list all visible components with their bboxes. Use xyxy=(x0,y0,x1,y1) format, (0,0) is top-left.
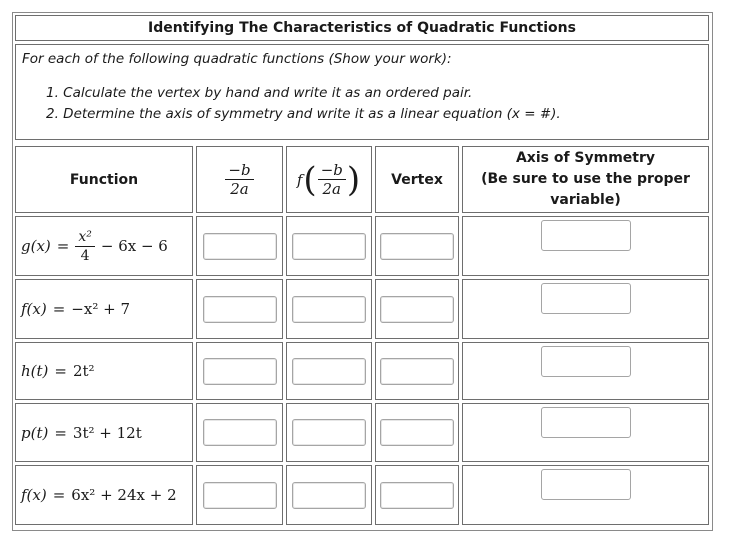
vertex-cell-row-5 xyxy=(375,465,459,525)
axis-cell-row-5 xyxy=(462,465,709,525)
instructions-box xyxy=(15,44,709,140)
vertex-input-row-1[interactable] xyxy=(380,233,454,260)
neg-b-over-2a-cell-row-1 xyxy=(196,216,283,276)
function-row-5: f(x) = 6x² + 24x + 2 xyxy=(15,465,193,525)
instructions-intro: For each of the following quadratic functions (Show your work): xyxy=(22,51,452,67)
function-row-2: f(x) = −x² + 7 xyxy=(15,279,193,339)
header-f-of-neg-b-over-2a: f ( $\frac{-b}{2a}$ ) xyxy=(286,146,372,213)
header-neg-b-over-2a: $\frac{-b}{2a}$ xyxy=(196,146,283,213)
f-value-input-row-5[interactable] xyxy=(292,482,366,509)
neg-b-over-2a-input-row-2[interactable] xyxy=(203,296,277,323)
vertex-cell-row-4 xyxy=(375,403,459,462)
f-value-input-row-4[interactable] xyxy=(292,419,366,446)
axis-cell-row-1 xyxy=(462,216,709,276)
instructions-steps xyxy=(46,83,561,125)
header-axis-of-symmetry: Axis of Symmetry (Be sure to use the proper variable) xyxy=(462,146,709,213)
neg-b-over-2a-input-row-3[interactable] xyxy=(203,358,277,385)
axis-cell-row-3 xyxy=(462,342,709,400)
vertex-input-row-5[interactable] xyxy=(380,482,454,509)
f-value-input-row-1[interactable] xyxy=(292,233,366,260)
axis-cell-row-2 xyxy=(462,279,709,339)
neg-b-over-2a-input-row-5[interactable] xyxy=(203,482,277,509)
axis-input-row-3[interactable] xyxy=(541,346,631,377)
neg-b-over-2a-cell-row-3 xyxy=(196,342,283,400)
function-row-1: g(x) = $\frac{\text{x²}}{4}$ − 6x − 6 xyxy=(15,216,193,276)
worksheet-title: Identifying The Characteristics of Quadratic Functions xyxy=(15,15,709,41)
axis-input-row-2[interactable] xyxy=(541,283,631,314)
f-value-cell-row-3 xyxy=(286,342,372,400)
f-value-cell-row-5 xyxy=(286,465,372,525)
header-function: Function xyxy=(15,146,193,213)
f-value-input-row-3[interactable] xyxy=(292,358,366,385)
vertex-cell-row-3 xyxy=(375,342,459,400)
axis-cell-row-4 xyxy=(462,403,709,462)
neg-b-over-2a-cell-row-2 xyxy=(196,279,283,339)
f-value-cell-row-1 xyxy=(286,216,372,276)
neg-b-over-2a-input-row-1[interactable] xyxy=(203,233,277,260)
instruction-step-1: 1. Calculate the vertex by hand and write it as an ordered pair. xyxy=(46,85,473,101)
f-value-cell-row-4 xyxy=(286,403,372,462)
axis-input-row-1[interactable] xyxy=(541,220,631,251)
vertex-input-row-3[interactable] xyxy=(380,358,454,385)
function-row-4: p(t) = 3t² + 12t xyxy=(15,403,193,462)
neg-b-over-2a-input-row-4[interactable] xyxy=(203,419,277,446)
vertex-input-row-4[interactable] xyxy=(380,419,454,446)
vertex-cell-row-1 xyxy=(375,216,459,276)
neg-b-over-2a-cell-row-4 xyxy=(196,403,283,462)
function-row-3: h(t) = 2t² xyxy=(15,342,193,400)
header-vertex: Vertex xyxy=(375,146,459,213)
instruction-step-2: 2. Determine the axis of symmetry and write it as a linear equation (x = #). xyxy=(46,106,561,122)
f-value-input-row-2[interactable] xyxy=(292,296,366,323)
vertex-input-row-2[interactable] xyxy=(380,296,454,323)
neg-b-over-2a-cell-row-5 xyxy=(196,465,283,525)
f-value-cell-row-2 xyxy=(286,279,372,339)
vertex-cell-row-2 xyxy=(375,279,459,339)
axis-input-row-5[interactable] xyxy=(541,469,631,500)
axis-input-row-4[interactable] xyxy=(541,407,631,438)
